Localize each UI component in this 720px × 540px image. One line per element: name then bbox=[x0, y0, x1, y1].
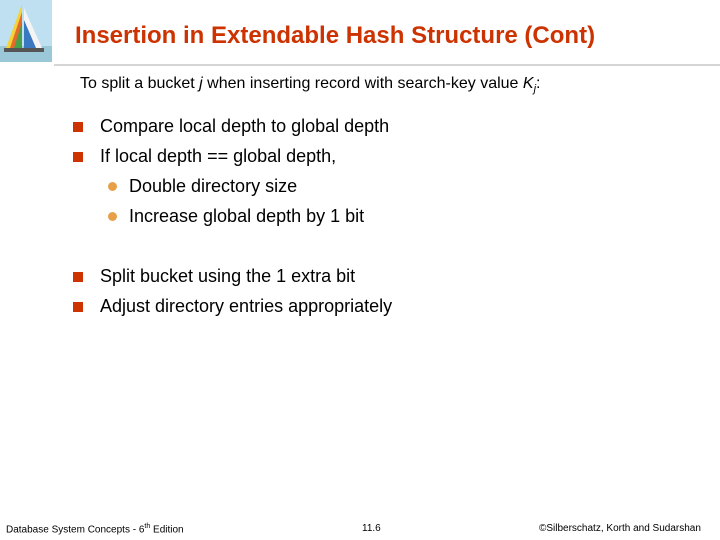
round-bullet-icon bbox=[108, 182, 117, 191]
square-bullet-icon bbox=[73, 272, 83, 282]
intro-k: K bbox=[522, 75, 534, 92]
sub-bullet-text: Increase global depth by 1 bit bbox=[129, 206, 365, 226]
intro-k-sub: j bbox=[533, 83, 537, 96]
bullet-item bbox=[73, 146, 336, 167]
bullet-text: Split bucket using the 1 extra bit bbox=[100, 266, 356, 286]
title-divider bbox=[54, 64, 720, 66]
intro-j: j bbox=[199, 75, 203, 92]
bullet-item bbox=[73, 116, 389, 137]
footer-copyright: ©Silberschatz, Korth and Sudarshan bbox=[539, 523, 701, 534]
sub-bullet-item bbox=[108, 176, 297, 197]
round-bullet-icon bbox=[108, 212, 117, 221]
square-bullet-icon bbox=[73, 302, 83, 312]
intro-before-j: To split a bucket bbox=[80, 75, 200, 92]
bullet-item bbox=[73, 296, 392, 317]
intro-end: : bbox=[536, 75, 541, 92]
sub-bullet-text: Double directory size bbox=[129, 176, 298, 196]
bullet-text: Adjust directory entries appropriately bbox=[100, 296, 393, 316]
bullet-text: Compare local depth to global depth bbox=[100, 116, 390, 136]
bullet-text: If local depth == global depth, bbox=[100, 146, 337, 166]
square-bullet-icon bbox=[73, 152, 83, 162]
intro-middle: when inserting record with search-key value bbox=[202, 75, 523, 92]
slide-title: Insertion in Extendable Hash Structure (Cont) bbox=[75, 22, 596, 49]
sub-bullet-item bbox=[108, 206, 364, 227]
bullet-item bbox=[73, 266, 355, 287]
footer-book-title: Database System Concepts - 6th Edition bbox=[6, 523, 184, 536]
footer-page-number: 11.6 bbox=[362, 523, 381, 534]
square-bullet-icon bbox=[73, 122, 83, 132]
sailboat-logo-icon bbox=[0, 0, 52, 62]
intro-text bbox=[80, 75, 540, 95]
